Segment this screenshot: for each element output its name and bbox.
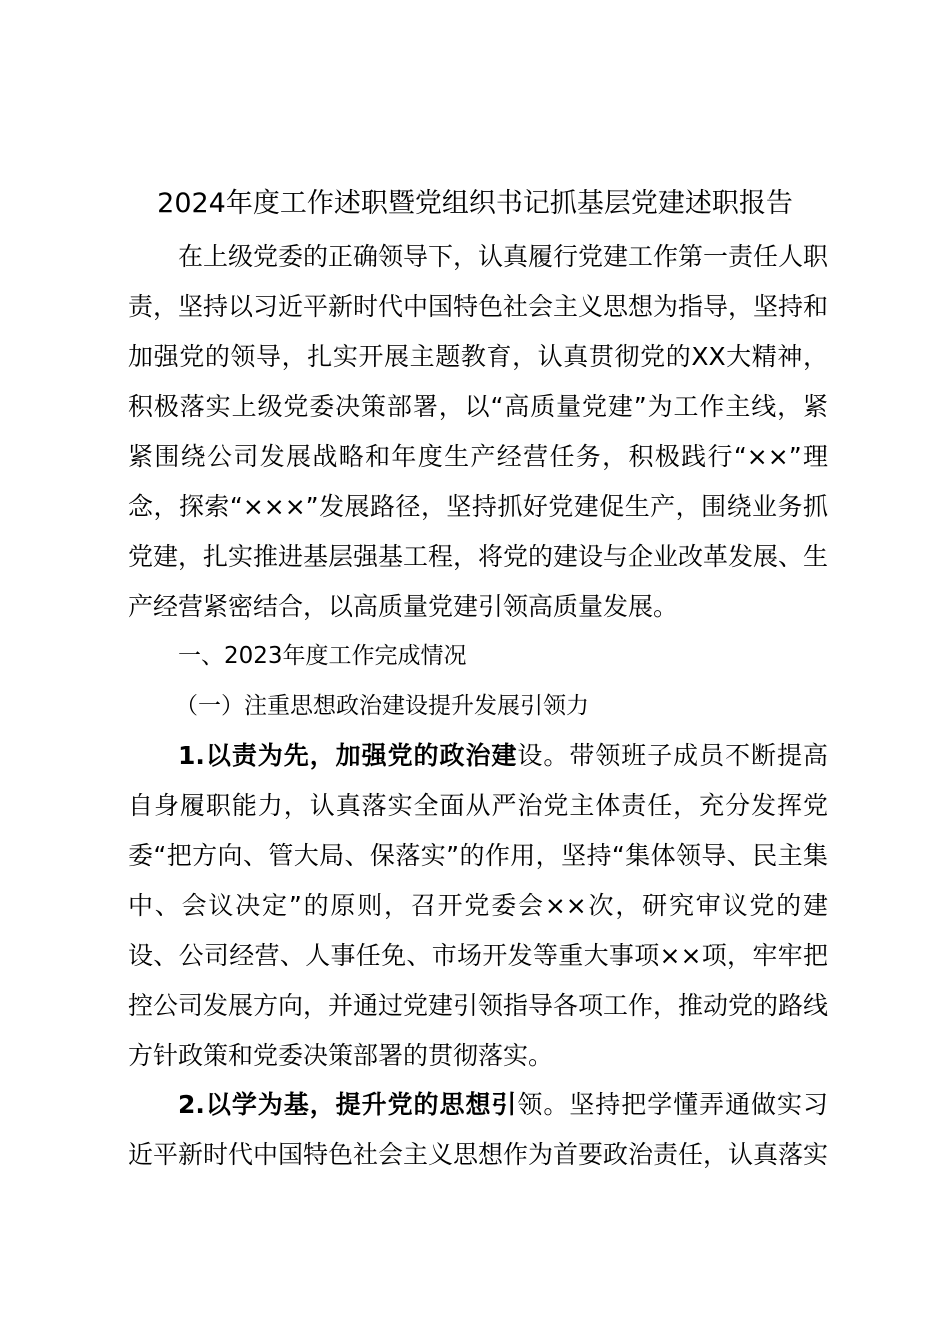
item-2-paragraph [128, 1080, 828, 1180]
document-title: 2024年度工作述职暨党组织书记抓基层党建述职报告 [157, 188, 793, 219]
item-1-text: 设。带领班子成员不断提高自身履职能力，认真落实全面从严治党主体责任，充分发挥党委“把方向、管大局、保落实”的作用，坚持“集体领导、民主集中、会议决定”的原则，召开党委会××次，研究审议党的建设、公司经营、人事任免、市场开发等重大事项××项，牢牢把控公司发展方向，并通过党建引领指导各项工作，推动党的路线方针政策和党委决策部署的贯彻落实。 [128, 741, 829, 1070]
item-1-lead: 1.以责为先，加强党的政治建 [178, 741, 518, 770]
section-heading: 一、2023年度工作完成情况 [178, 643, 467, 669]
item-2-text: 领。坚持把学懂弄通做实习近平新时代中国特色社会主义思想作为首要政治责任，认真落实 [128, 1090, 829, 1169]
subsection-heading: （一）注重思想政治建设提升发展引领力 [175, 693, 589, 719]
item-1-paragraph [128, 731, 828, 1081]
intro-paragraph: 在上级党委的正确领导下，认真履行党建工作第一责任人职责，坚持以习近平新时代中国特色社会主义思想为指导，坚持和加强党的领导，扎实开展主题教育，认真贯彻党的XX大精神，积极落实上级党委决策部署，以“高质量党建”为工作主线，紧紧围绕公司发展战略和年度生产经营任务，积极践行“××”理念，探索“×××”发展路径，坚持抓好党建促生产，围绕业务抓党建，扎实推进基层强基工程，将党的建设与企业改革发展、生产经营紧密结合，以高质量党建引领高质量发展。 [128, 242, 829, 621]
item-2-lead: 2.以学为基，提升党的思想引 [178, 1090, 518, 1119]
